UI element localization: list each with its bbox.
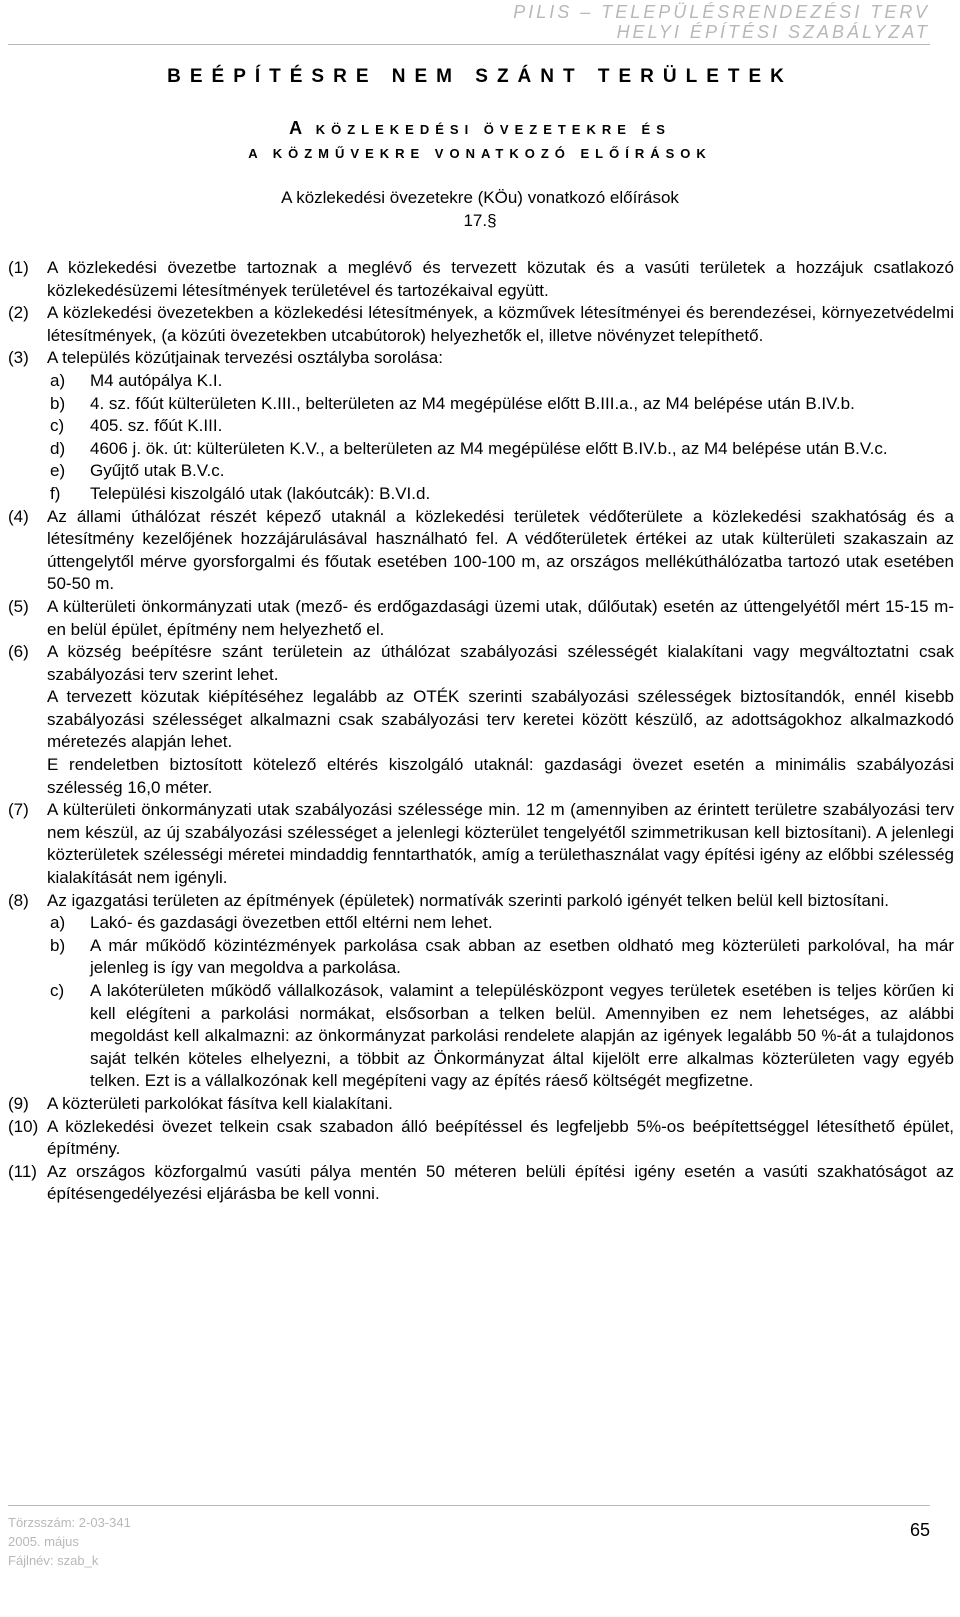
list-item: [8, 980, 954, 1093]
paragraph-number-label: (1): [8, 258, 29, 277]
paragraph-6-continuation-1: A tervezett közutak kiépítéséhez legalább az OTÉK szerinti szabályozási szélességek biztosítandók, ennél kisebb szabályozási szélességet alkalmazni csak szabályozási terv keretei között készülő, az adottságokhoz alkalmazkodó méretezés alapján lehet.: [47, 687, 954, 752]
header-rule: [8, 44, 930, 45]
paragraph-number-label: (5): [8, 596, 29, 616]
paragraph-text: A közlekedési övezet telkein csak szabadon álló beépítéssel és legfeljebb 5%-os beépítettséggel létesíthető épület, építmény.: [47, 1116, 954, 1159]
list-item-text: 4. sz. főút külterületen K.III., belterületen az M4 megépülése előtt B.III.a., az M4 belépése után B.IV.b.: [90, 393, 855, 413]
paragraph-text: A település közútjainak tervezési osztályba sorolása:: [47, 348, 443, 368]
paragraph-5: [8, 596, 954, 641]
paragraph-number-label: (10): [8, 1116, 39, 1136]
paragraph-text: A közlekedési övezetekben a közlekedési létesítmények, a közművek létesítményei és berendezései, környezetvédelmi létesítmények, (a közúti övezetekben utcabútorok) helyezhetők el, illetve növényzet telepíthető.: [47, 303, 954, 345]
paragraph-text: A közterületi parkolókat fásítva kell kialakítani.: [47, 1093, 393, 1113]
list-item: [8, 415, 954, 438]
list-item-text: Települési kiszolgáló utak (lakóutcák): B.VI.d.: [90, 483, 431, 503]
document-body: [8, 257, 954, 1206]
paragraph-number-label: (7): [8, 800, 29, 820]
paragraph-text: A külterületi önkormányzati utak (mező- és erdőgazdasági üzemi utak, dűlőutak) esetén az úttengelyétől mért 15-15 m-en belül épület, építmény nem helyezhető el.: [47, 596, 954, 639]
list-item-text: M4 autópálya K.I.: [90, 370, 223, 390]
header-line-1: PILIS – TELEPÜLÉSRENDEZÉSI TERV: [513, 2, 930, 22]
list-item-letter: c): [50, 981, 65, 1000]
subtitle-initial: A: [289, 118, 307, 138]
list-item-text: 4606 j. ök. út: külterületen K.V., a belterületen az M4 megépülése előtt B.IV.b., az M4 belépése után B.V.c.: [90, 438, 888, 458]
paragraph-number-label: (3): [8, 348, 29, 368]
paragraph-11: [8, 1161, 954, 1206]
paragraph-number-label: (4): [8, 506, 29, 526]
subtitle-rest: KÖZLEKEDÉSI ÖVEZETEKRE ÉS: [315, 122, 671, 137]
paragraph-8: [8, 890, 954, 913]
list-item-letter: a): [50, 913, 66, 933]
list-item-letter: c): [50, 416, 65, 436]
paragraph-2: [8, 302, 954, 347]
paragraph-text: A külterületi önkormányzati utak szabályozási szélessége min. 12 m (amennyiben az érintett területre szabályozási terv nem készül, az új szabályozási szélességet a jelenlegi közterület tengelyétől szimmetrikusan kell biztosítani). A jelenlegi közterületek szélességi méretei mindaddig fenntarthatók, amíg a területhasználat vagy építési igény az előbbi szélesség kialakítását nem igényli.: [47, 800, 954, 888]
list-item-text: 405. sz. főút K.III.: [90, 416, 223, 436]
paragraph-number-label: (6): [8, 642, 29, 662]
paragraph-4: [8, 506, 954, 596]
list-item: [8, 460, 954, 483]
list-item: [8, 483, 954, 506]
paragraph-6: [8, 641, 954, 686]
list-item: [8, 393, 954, 416]
list-item: [8, 912, 954, 935]
paragraph-text: Az állami úthálózat részét képező utaknál a közlekedési területek védőterülete a közlekedési szakhatóság és a létesítmény kezelőjének hozzájárulásával használható fel. A védőterületek értékei az utak külterületi szakaszain az úttengelytől mérve gyorsforgalmi és főutak esetében 100-100 m, az országos mellékúthálózatba tartozó utak esetében 50-50 m.: [47, 506, 954, 594]
section-title: A közlekedési övezetekre (KÖu) vonatkozó előírások: [281, 188, 679, 207]
paragraph-7: [8, 799, 954, 889]
footer-rule: [8, 1505, 930, 1506]
list-item-text: A lakóterületen működő vállalkozások, valamint a településközpont vegyes területek esetében is teljes körűen ki kell elégíteni a parkolási normákat, elsősorban a telken belül. Amennyiben ez nem lehetséges, az alábbi megoldást kell alkalmazni: az önkormányzat parkolási rendelete alapján az igények legalább 50 %-át a tulajdonos saját telkén köteles elhelyezni, a többit az Önkormányzat által kijelölt erre alkalmas közterületen vagy egyéb telken. Ezt is a vállalkozónak kell megépíteni vagy az építés ráeső költségét megfizetne.: [90, 981, 954, 1091]
list-item-letter: e): [50, 461, 66, 481]
list-item-letter: b): [50, 393, 66, 413]
page-number: 65: [909, 1520, 930, 1540]
list-item-text: A már működő közintézmények parkolása csak abban az esetben oldható meg közterületi parkolóval, ha már jelenleg is így van megoldva a parkolása.: [90, 935, 954, 978]
document-header: [513, 2, 930, 42]
footer-filename: Fájlnév: szab_k: [8, 1553, 99, 1568]
paragraph-text: Az igazgatási területen az építmények (épületek) normatívák szerinti parkoló igényét telken belül kell biztosítani.: [47, 890, 889, 910]
paragraph-number-label: (9): [8, 1093, 29, 1113]
list-item: [8, 935, 954, 980]
footer-date: 2005. május: [8, 1534, 79, 1549]
list-item-letter: a): [50, 370, 66, 390]
header-line-2: HELYI ÉPÍTÉSI SZABÁLYZAT: [616, 22, 930, 42]
paragraph-1: [8, 257, 954, 302]
paragraph-text: A közlekedési övezetbe tartoznak a meglévő és tervezett közutak és a vasúti területek a hozzájuk csatlakozó közlekedésüzemi létesítmények területével és tartozékaival együtt.: [47, 258, 954, 300]
paragraph-3: [8, 347, 954, 370]
paragraph-number-label: (8): [8, 890, 29, 910]
list-item: [8, 438, 954, 461]
list-item: [8, 370, 954, 393]
list-item-letter: b): [50, 935, 66, 955]
paragraph-number-label: (11): [8, 1161, 37, 1181]
list-item-text: Lakó- és gazdasági övezetben ettől eltérni nem lehet.: [90, 913, 493, 933]
list-item-letter: f): [50, 483, 61, 503]
subtitle-line-2: A KÖZMŰVEKRE VONATKOZÓ ELŐÍRÁSOK: [248, 146, 712, 161]
paragraph-text: A község beépítésre szánt területein az úthálózat szabályozási szélességét kialakítani vagy megváltoztatni csak szabályozási terv szerint lehet.: [47, 642, 954, 684]
list-item-text: Gyűjtő utak B.V.c.: [90, 461, 225, 481]
subtitle-line-1: [0, 118, 960, 139]
document-footer: [8, 1513, 131, 1570]
paragraph-number: 17.§: [463, 211, 497, 230]
paragraph-number-label: (2): [8, 303, 29, 323]
paragraph-9: [8, 1093, 954, 1116]
list-item-letter: d): [50, 438, 66, 458]
paragraph-10: [8, 1116, 954, 1161]
paragraph-6-continuation-2: E rendeletben biztosított kötelező eltérés kiszolgáló utaknál: gazdasági övezet esetén a minimális szabályozási szélesség 16,0 méter.: [47, 755, 954, 797]
footer-registry-number: Törzsszám: 2-03-341: [8, 1515, 131, 1530]
paragraph-text: Az országos közforgalmú vasúti pálya mentén 50 méteren belüli építési igény esetén a vasúti szakhatóságot az építésengedélyezési eljárásba be kell vonni.: [47, 1161, 954, 1204]
main-title: BEÉPÍTÉSRE NEM SZÁNT TERÜLETEK: [167, 66, 793, 87]
